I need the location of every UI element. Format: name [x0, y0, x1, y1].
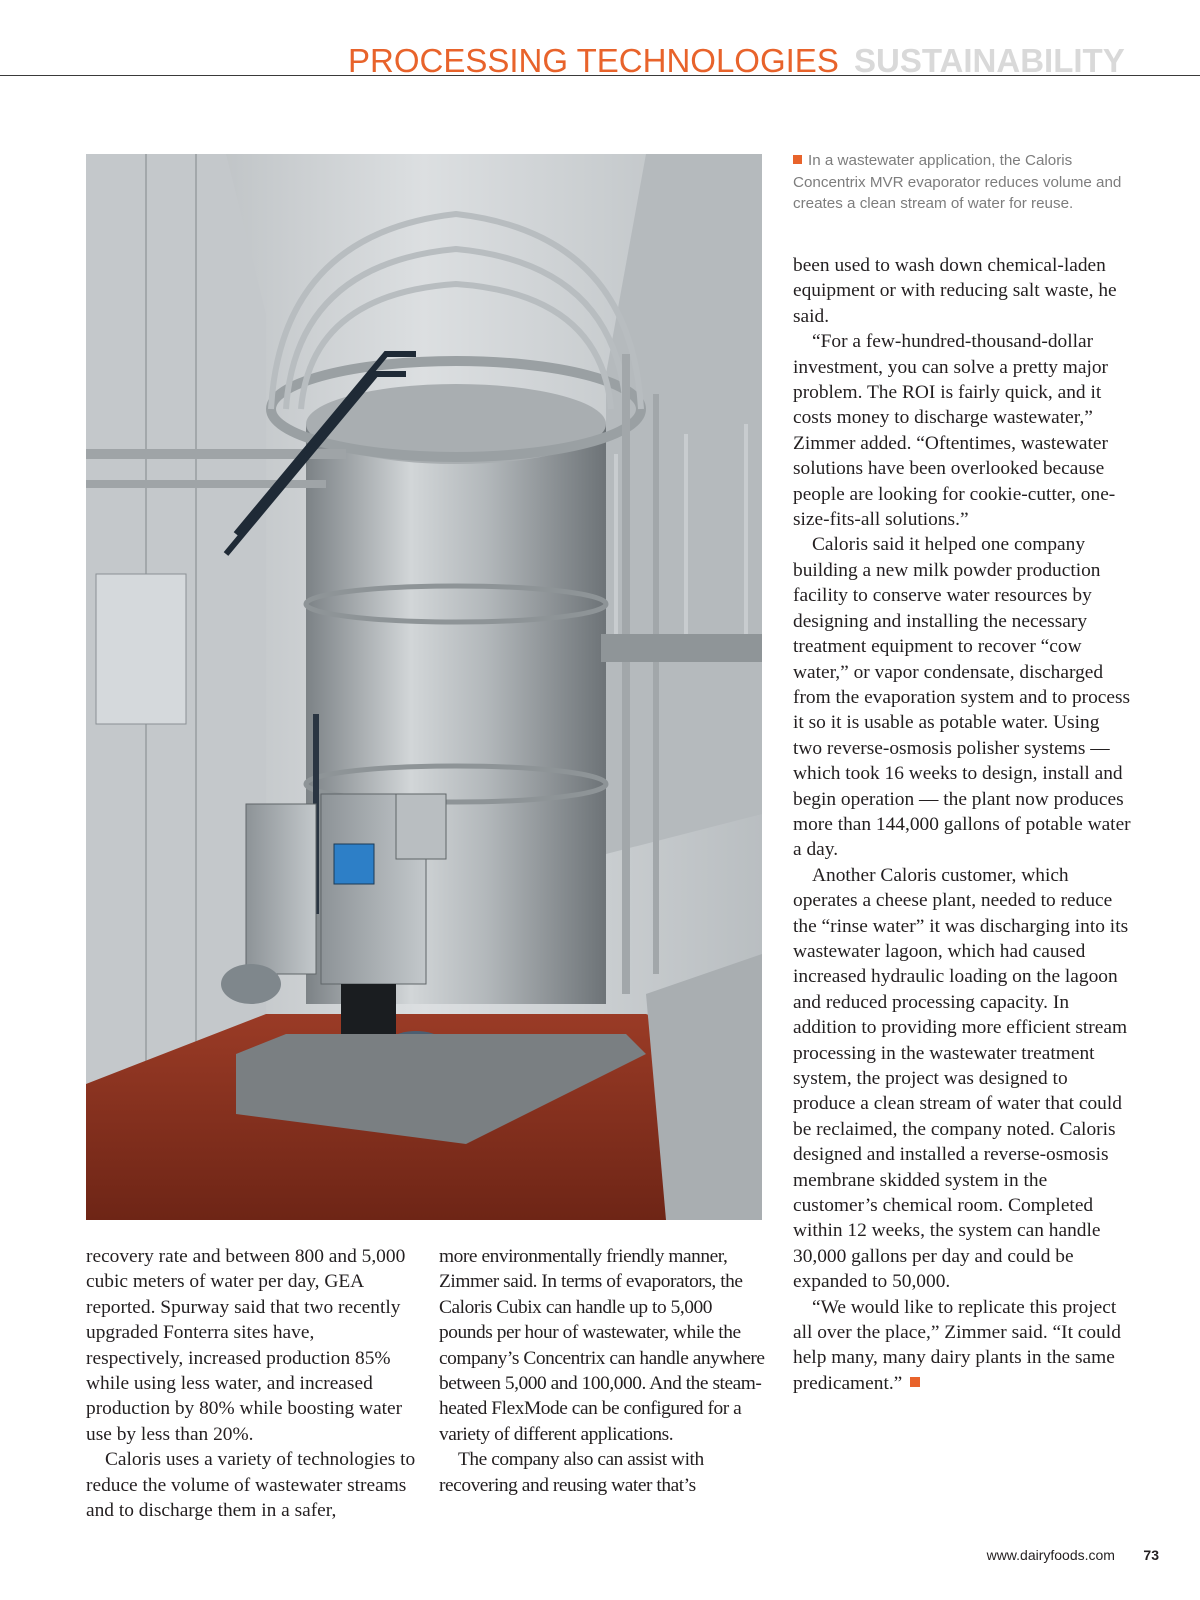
paragraph: been used to wash down chemical-laden equipment or with reducing salt waste, he said. — [793, 255, 1117, 327]
article-column-1 — [86, 1244, 416, 1523]
page-footer — [987, 1547, 1159, 1565]
paragraph: Another Caloris customer, which operates a cheese plant, needed to reduce the “rinse water” it was discharging into its wastewater lagoon, which had caused increased hydraulic loading on the lagoon and reduced processing capacity. In addition to providing more efficient stream processing in the wastewater treatment system, the project was designed to produce a clean stream of water that could be reclaimed, the company noted. Caloris designed and installed a reverse-osmosis membrane skidded system in the customer’s chemical room. Completed within 12 weeks, the system can handle 30,000 gallons per day and could be expanded to 50,000. — [793, 864, 1129, 1293]
photo-caption — [793, 150, 1133, 215]
paragraph: Caloris uses a variety of technologies to reduce the volume of wastewater streams and to discharge them in a safer, — [86, 1449, 416, 1522]
section-header — [348, 42, 1125, 80]
end-of-article-icon — [910, 1377, 920, 1387]
paragraph: “For a few-hundred-thousand-dollar investment, you can solve a pretty major problem. The ROI is fairly quick, and it costs money to discharge wastewater,” Zimmer added. “Oftentimes, wastewater solutions have been overlooked because people are looking for cookie-cutter, one-size-fits-all solutions.” — [793, 331, 1116, 531]
article-column-2 — [439, 1244, 769, 1498]
caption-bullet-icon — [793, 155, 802, 164]
paragraph: recovery rate and between 800 and 5,000 cubic meters of water per day, GEA reported. Spurway said that two recently upgraded Fonterra sites have, respectively, increased production 85% while using less water, and increased production by 80% while boosting water use by less than 20%. — [86, 1246, 406, 1445]
paragraph: The company also can assist with recovering and reusing water that’s — [439, 1449, 704, 1496]
evaporator-photo — [86, 154, 762, 1220]
article-column-3 — [793, 253, 1133, 1396]
paragraph: Caloris said it helped one company building a new milk powder production facility to conserve water resources by designing and installing the necessary treatment equipment to recover “cow water,” or vapor condensate, discharged from the evaporation system and to process it so it is usable as potable water. Using two reverse-osmosis polisher systems — which took 16 weeks to design, install and begin operation — the plant now produces more than 144,000 gallons of potable water a day. — [793, 534, 1131, 861]
evaporator-photo-illustration — [86, 154, 762, 1220]
section-title: PROCESSING TECHNOLOGIES — [348, 42, 839, 79]
subsection-title: SUSTAINABILITY — [854, 42, 1125, 79]
page-number: 73 — [1143, 1547, 1159, 1563]
paragraph-text: “We would like to replicate this project all over the place,” Zimmer said. “It could help many, many dairy plants in the same predicament.” — [793, 1296, 1121, 1394]
caption-text: In a wastewater application, the Caloris Concentrix MVR evaporator reduces volume and creates a clean stream of water for reuse. — [793, 152, 1122, 212]
website-url: www.dairyfoods.com — [986, 1547, 1115, 1563]
paragraph: more environmentally friendly manner, Zimmer said. In terms of evaporators, the Caloris Cubix can handle up to 5,000 pounds per hour of wastewater, while the company’s Concentrix can handle anywhere between 5,000 and 100,000. And the steam-heated FlexMode can be configured for a variety of different applications. — [439, 1246, 765, 1445]
paragraph-final — [793, 1295, 1133, 1397]
